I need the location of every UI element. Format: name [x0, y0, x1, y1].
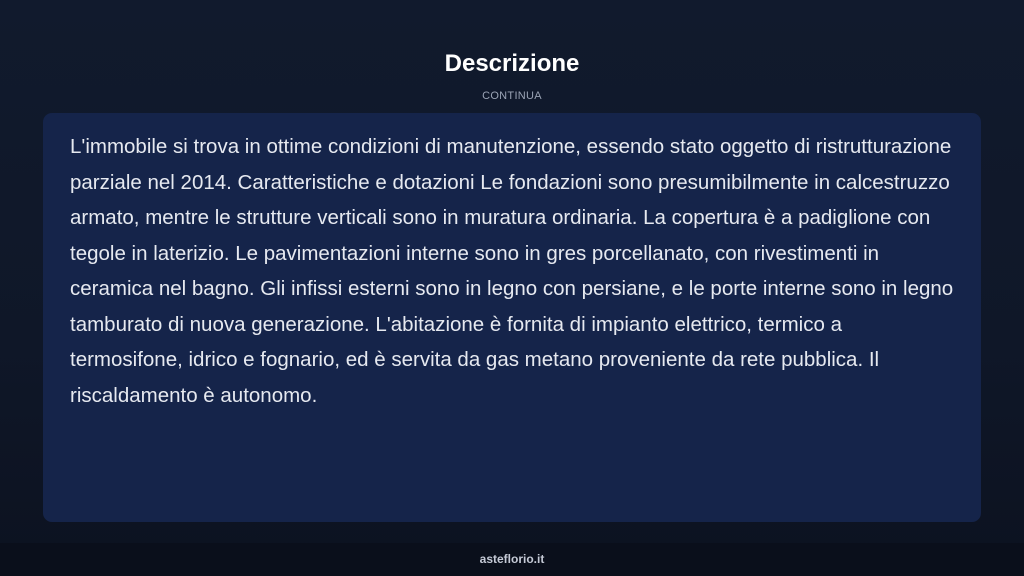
page-title: Descrizione — [444, 50, 580, 77]
site-name: asteflorio.it — [479, 552, 545, 566]
description-text: L'immobile si trova in ottime condizioni di manutenzione, essendo stato oggetto di ristrutturazione parziale nel 2014. Caratteristiche e dotazioni Le fondazioni sono presumibilmente in calcestruzzo armato, mentre le strutture verticali sono in muratura ordinaria. La copertura è a padiglione con tegole in laterizio. Le pavimentazioni interne sono in gres porcellanato, con rivestimenti in ceramica nel bagno. Gli infissi esterni sono in legno con persiane, e le porte interne sono in legno tamburato di nuova generazione. L'abitazione è fornita di impianto elettrico, termico a termosifone, idrico e fognario, ed è servita da gas metano proveniente da rete pubblica. Il riscaldamento è autonomo. — [70, 135, 954, 407]
continued-label: CONTINUA — [482, 90, 542, 102]
footer-bar — [0, 543, 1024, 576]
description-card — [43, 113, 981, 522]
